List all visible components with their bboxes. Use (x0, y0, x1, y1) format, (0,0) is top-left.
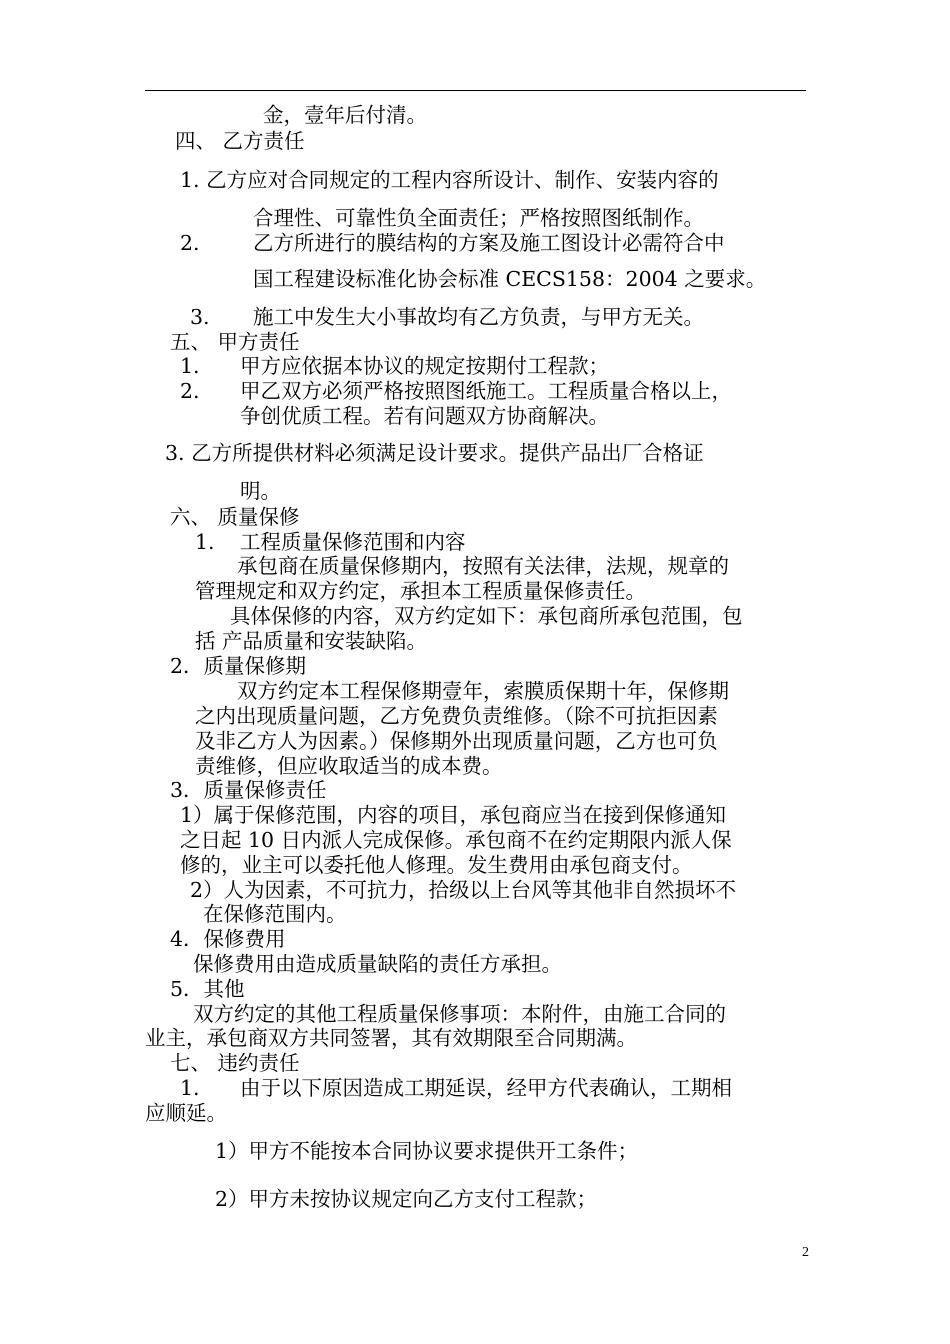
page-number: 2 (802, 1245, 809, 1260)
text-line: 保修费用由造成质量缺陷的责任方承担。 (193, 952, 562, 976)
text-line: 管理规定和双方约定，承担本工程质量保修责任。 (195, 579, 646, 603)
text-line: 工程质量保修范围和内容 (240, 530, 466, 554)
sub-heading: 3．质量保修责任 (170, 778, 327, 802)
text-line: 乙方所进行的膜结构的方案及施工图设计必需符合中 (253, 231, 725, 255)
text-line: 由于以下原因造成工期延误，经甲方代表确认，工期相 (240, 1076, 732, 1100)
text-line: 甲乙双方必须严格按照图纸施工。工程质量合格以上， (240, 379, 732, 403)
sub-heading: 4．保修费用 (170, 927, 286, 951)
text-line: 明。 (240, 479, 281, 503)
text-line: 及非乙方人为因素。）保修期外出现质量问题，乙方也可负 (195, 729, 718, 753)
text-line: 业主，承包商双方共同签署，其有效期限至合同期满。 (145, 1026, 637, 1050)
section-heading: 四、 乙方责任 (175, 129, 305, 153)
header-rule (145, 90, 806, 91)
text-line: 合理性、可靠性负全面责任；严格按照图纸制作。 (253, 206, 704, 230)
text-line: 括 产品质量和安装缺陷。 (195, 629, 428, 653)
text-line: 2）人为因素，不可抗力，拾级以上台风等其他非自然损坏不 (190, 878, 737, 902)
list-number: 2. (180, 379, 200, 403)
text-line: 双方约定本工程保修期壹年，索膜质保期十年，保修期 (237, 679, 729, 703)
text-line: 2）甲方未按协议规定向乙方支付工程款； (215, 1187, 598, 1211)
text-line: 金，壹年后付清。 (263, 103, 427, 127)
text-line: 责维修，但应收取适当的成本费。 (195, 754, 503, 778)
text-line: 1）属于保修范围，内容的项目，承包商应当在接到保修通知 (180, 803, 727, 827)
text-line: 在保修范围内。 (203, 902, 347, 926)
list-number: 1. (195, 530, 215, 554)
list-number: 3. (190, 305, 210, 329)
text-line: 国工程建设标准化协会标准 CECS158：2004 之要求。 (253, 267, 767, 291)
text-line: 争创优质工程。若有问题双方协商解决。 (240, 404, 609, 428)
text-line: 承包商在质量保修期内，按照有关法律，法规，规章的 (237, 554, 729, 578)
text-line: 修的，业主可以委托他人修理。发生费用由承包商支付。 (180, 853, 693, 877)
text-line: 应顺延。 (145, 1101, 227, 1125)
text-line: 1. 乙方应对合同规定的工程内容所设计、制作、安装内容的 (180, 168, 719, 192)
text-line: 之内出现质量问题，乙方免费负责维修。（除不可抗拒因素 (195, 704, 718, 728)
list-number: 2. (180, 231, 200, 255)
text-line: 3. 乙方所提供材料必须满足设计要求。提供产品出厂合格证 (165, 441, 704, 465)
text-line: 双方约定的其他工程质量保修事项：本附件，由施工合同的 (193, 1002, 726, 1026)
list-number: 1. (180, 1076, 200, 1100)
text-line: 具体保修的内容，双方约定如下：承包商所承包范围，包 (230, 604, 743, 628)
sub-heading: 2．质量保修期 (170, 654, 307, 678)
section-heading: 七、 违约责任 (170, 1051, 300, 1075)
text-line: 之日起 10 日内派人完成保修。承包商不在约定期限内派人保 (180, 828, 732, 852)
text-line: 施工中发生大小事故均有乙方负责，与甲方无关。 (253, 305, 704, 329)
sub-heading: 5．其他 (170, 977, 245, 1001)
section-heading: 六、 质量保修 (170, 505, 300, 529)
section-heading: 五、 甲方责任 (170, 330, 300, 354)
text-line: 1）甲方不能按本合同协议要求提供开工条件； (215, 1139, 639, 1163)
text-line: 甲方应依据本协议的规定按期付工程款； (240, 354, 609, 378)
list-number: 1. (180, 354, 200, 378)
